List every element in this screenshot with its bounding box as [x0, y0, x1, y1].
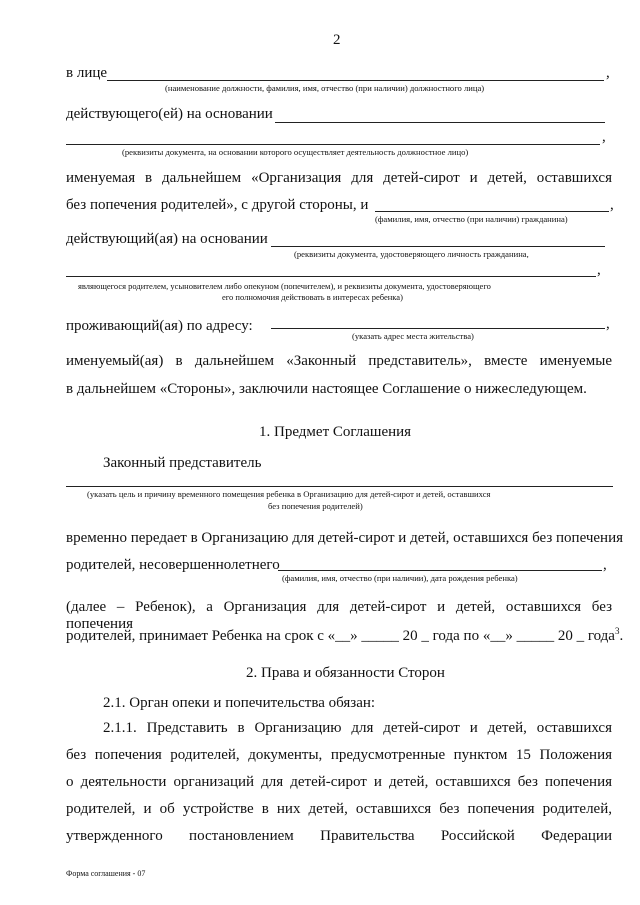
parent-end: , [597, 262, 601, 278]
parent-fill-line [66, 276, 596, 277]
rep-label: в лице [66, 65, 108, 81]
child-caption: (фамилия, имя, отчество (при наличии), дата рождения ребенка) [282, 573, 518, 583]
address-label: проживающий(ая) по адресу: [66, 318, 253, 334]
address-fill-line [271, 328, 605, 329]
rep-end: , [606, 65, 610, 81]
requisites-caption: (реквизиты документа, на основании которого осуществляет деятельность должностное лицо) [122, 147, 469, 157]
term-line1: (далее – Ребенок), а Организация для детей-сирот и детей, оставшихся без попечения [66, 599, 612, 632]
section2-title: 2. Права и обязанности Сторон [246, 665, 445, 681]
clause-2-1-1-line5: утвержденного постановлением Правительства Российской Федерации [66, 828, 612, 844]
rep-named-line2: в дальнейшем «Стороны», заключили настоящее Соглашение о нижеследующем. [66, 381, 587, 397]
transfer-line2-end: , [603, 557, 607, 573]
citizen-fill-line [375, 211, 609, 212]
org-named-line1: именуемая в дальнейшем «Организация для детей-сирот и детей, оставшихся [66, 170, 612, 186]
clause-2-1-1-line1: 2.1.1. Представить в Организацию для детей-сирот и детей, оставшихся [103, 720, 612, 736]
address-caption: (указать адрес места жительства) [352, 331, 474, 341]
org-named-line2-end: , [610, 197, 614, 213]
acting-fill-line [271, 246, 605, 247]
purpose-caption1: (указать цель и причину временного помещения ребенка в Организацию для детей-сирот и детей, оставшихся [87, 489, 491, 499]
citizen-caption: (фамилия, имя, отчество (при наличии) гражданина) [375, 214, 568, 224]
purpose-fill-line [66, 486, 613, 487]
acting-caption: (реквизиты документа, удостоверяющего личность гражданина, [294, 249, 529, 259]
requisites-end: , [602, 129, 606, 145]
footnote-marker: 3 [614, 626, 620, 636]
section1-title: 1. Предмет Соглашения [259, 424, 412, 440]
page-number: 2 [333, 32, 341, 48]
rep-named-line1: именуемый(ая) в дальнейшем «Законный представитель», вместе именуемые [66, 353, 612, 369]
clause-2-1: 2.1. Орган опеки и попечительства обязан: [103, 695, 376, 711]
clause-2-1-1-line2: без попечения родителей, документы, предусмотренные пунктом 15 Положения [66, 747, 612, 763]
term-line2-end: . [619, 628, 624, 644]
purpose-caption2: без попечения родителей) [268, 501, 363, 511]
basis-fill-line [275, 122, 605, 123]
legal-rep-label: Законный представитель [103, 455, 262, 471]
footer-form-label: Форма соглашения - 07 [66, 869, 146, 878]
rep-fill-line [107, 80, 604, 81]
basis-label: действующего(ей) на основании [66, 106, 273, 122]
clause-2-1-1-line3: о деятельности организаций для детей-сирот и детей, оставшихся без попечения [66, 774, 612, 790]
transfer-line1: временно передает в Организацию для детей-сирот и детей, оставшихся без попечения [66, 530, 624, 546]
org-named-line2: без попечения родителей», с другой стороны, и [66, 197, 369, 213]
term-line2-text: родителей, принимает Ребенка на срок с «__» _____ 20 _ года по «__» _____ 20 _ года [66, 628, 615, 644]
clause-2-1-1-line4: родителей, и об устройстве в них детей, оставшихся без попечения родителей, [66, 801, 612, 817]
rep-caption: (наименование должности, фамилия, имя, отчество (при наличии) должностного лица) [165, 83, 485, 93]
child-fill-line [278, 570, 602, 571]
transfer-line2-label: родителей, несовершеннолетнего [66, 557, 280, 573]
address-end: , [606, 316, 610, 332]
requisites-fill-line [66, 144, 600, 145]
acting-label: действующий(ая) на основании [66, 231, 268, 247]
parent-caption1: являющегося родителем, усыновителем либо опекуном (попечителем), и реквизиты документа, удостоверяющего [78, 281, 491, 291]
parent-caption2: его полномочия действовать в интересах ребенка) [222, 292, 403, 302]
term-line2 [66, 626, 623, 645]
